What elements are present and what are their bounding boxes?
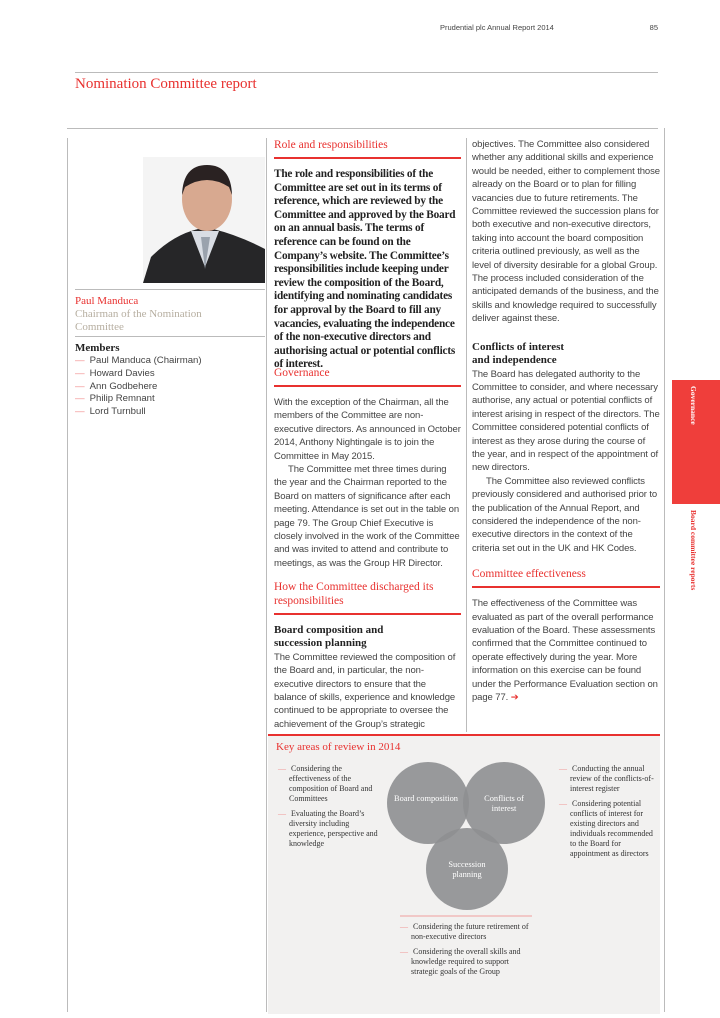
member-item: — Lord Turnbull: [75, 405, 146, 417]
role-heading: Role and responsibilities: [274, 138, 461, 159]
effectiveness-body: The effectiveness of the Committee was evaluated as part of the overall performance evaluation of the Board. These assessments confirmed that the Committee continued to operate effectively during the year. More information on this exercise can be found under the Performance Evaluation section on page 77. ➔: [472, 598, 658, 704]
tab-governance[interactable]: Governance: [672, 380, 720, 504]
column-right: [472, 138, 660, 704]
chairman-role: Chairman of the Nomination Committee: [75, 308, 202, 333]
key-areas-panel: [268, 734, 660, 1014]
circle-label-board: Board composition: [394, 794, 458, 803]
divider: [75, 336, 265, 337]
member-item: — Howard Davies: [75, 368, 155, 379]
discharged-section: [274, 580, 461, 731]
conflicts-body: The Board has delegated authority to the Committee to consider, and where necessary authorise, any actual or potential conflicts of interest arising in respect of the directors. The Committee considered potential conflicts of interest as they arose during the course of the year, and in respect of the appointment of new directors. The Committee also reviewed conflicts previously considered and authorised prior to the publication of the Annual Report, and considered the independence of the non-executive directors in the context of the criteria set out in the UK and HK Codes.: [472, 368, 660, 554]
member-item: — Ann Godbehere: [75, 380, 158, 392]
bullet-item: — Considering potential conflicts of interest for existing directors and individuals recommended to the Board for appointment as directors: [559, 799, 653, 858]
divider: [75, 289, 265, 290]
governance-body: With the exception of the Chairman, all the members of the Committee are non-executive directors. As announced in October 2014, Anthony Nightingale is to join the Committee in May 2015. The Committee met three times during the year and the Chairman reported to the Board on matters of significance after each meeting. Attendance is set out in the table on page 79. The Group Chief Executive is closely involved in the work of the Committee and was invited to attend and contribute to meetings, as was the Group HR Director.: [274, 397, 461, 569]
conflicts-heading: Conflicts of interest and independence: [472, 340, 565, 367]
arrow-right-icon[interactable]: ➔: [510, 692, 519, 704]
governance-heading: Governance: [274, 366, 461, 387]
divider: [67, 128, 658, 129]
tab-board-committee-reports[interactable]: Board committee reports: [689, 510, 698, 591]
column-rule: [266, 138, 267, 1012]
members-heading: Members: [75, 342, 120, 354]
member-item: — Paul Manduca (Chairman): [75, 355, 202, 367]
role-section: [274, 138, 461, 372]
right-bullets: [559, 764, 657, 864]
publication-name: Prudential plc Annual Report 2014: [440, 23, 554, 32]
bullet-item: — Considering the future retirement of non-executive directors: [400, 922, 529, 941]
role-intro: The role and responsibilities of the Committee are set out in its terms of reference, which are reviewed by the Committee and approved by the Board on an annual basis. The terms of reference can be found on the Company’s website. The Committee’s responsibilities include keeping under review the composition of the Board, identifying and nominating candidates for approval by the Board to fill any vacancies, evaluating the independence of the non-executive directors and authorising actual or potential conflicts of interest.: [274, 168, 456, 371]
board-composition-body: The Committee reviewed the composition of the Board and, in particular, the non-executive directors to ensure that the balance of skills, experience and knowledge continued to be appropriate to oversee the achievement of the Group’s strategic: [274, 651, 456, 730]
margin-rule: [664, 128, 665, 1012]
board-composition-continued: objectives. The Committee also considered whether any additional skills and experience would be needed, either to complement those already on the Board or to plan for filling vacancies due to future retirements. The Committee reviewed the succession plans for both executive and non-executive directors, taking into account the board composition criteria outlined previously, as well as the level of diversity desirable for a global Group. The process included consideration of the anticipated demands of the business, and the skills and knowledge required to successfully deliver against these.: [472, 139, 660, 325]
chairman-name: Paul Manduca: [75, 295, 139, 307]
effectiveness-heading: Committee effectiveness: [472, 567, 660, 588]
bullet-item: — Considering the overall skills and knowledge required to support strategic goals of the Group: [400, 947, 521, 976]
board-composition-heading: Board composition and succession planning: [274, 624, 384, 650]
left-bullets: [278, 764, 383, 854]
bullet-item: — Considering the effectiveness of the composition of Board and Committees: [278, 764, 373, 803]
column-rule: [466, 138, 467, 732]
page-title: Nomination Committee report: [75, 76, 257, 92]
chairman-portrait: [143, 157, 265, 283]
member-item: — Philip Remnant: [75, 393, 155, 405]
governance-section: [274, 366, 461, 570]
page-number: 85: [649, 23, 658, 32]
circle-label-conflicts: Conflicts of interest: [484, 794, 524, 813]
discharged-heading: How the Committee discharged its responsibilities: [274, 580, 461, 615]
running-header: [440, 23, 658, 32]
divider: [75, 72, 658, 73]
bullet-item: — Conducting the annual review of the conflicts-of-interest register: [559, 764, 654, 793]
key-areas-heading: Key areas of review in 2014: [276, 741, 401, 753]
circle-label-succession: Succession planning: [448, 860, 486, 879]
members-list: [75, 342, 202, 418]
bottom-bullets: [400, 922, 535, 982]
bullet-item: — Evaluating the Board’s diversity including experience, perspective and knowledge: [278, 809, 378, 848]
column-rule: [67, 138, 68, 1012]
chairman-block: [75, 295, 215, 334]
